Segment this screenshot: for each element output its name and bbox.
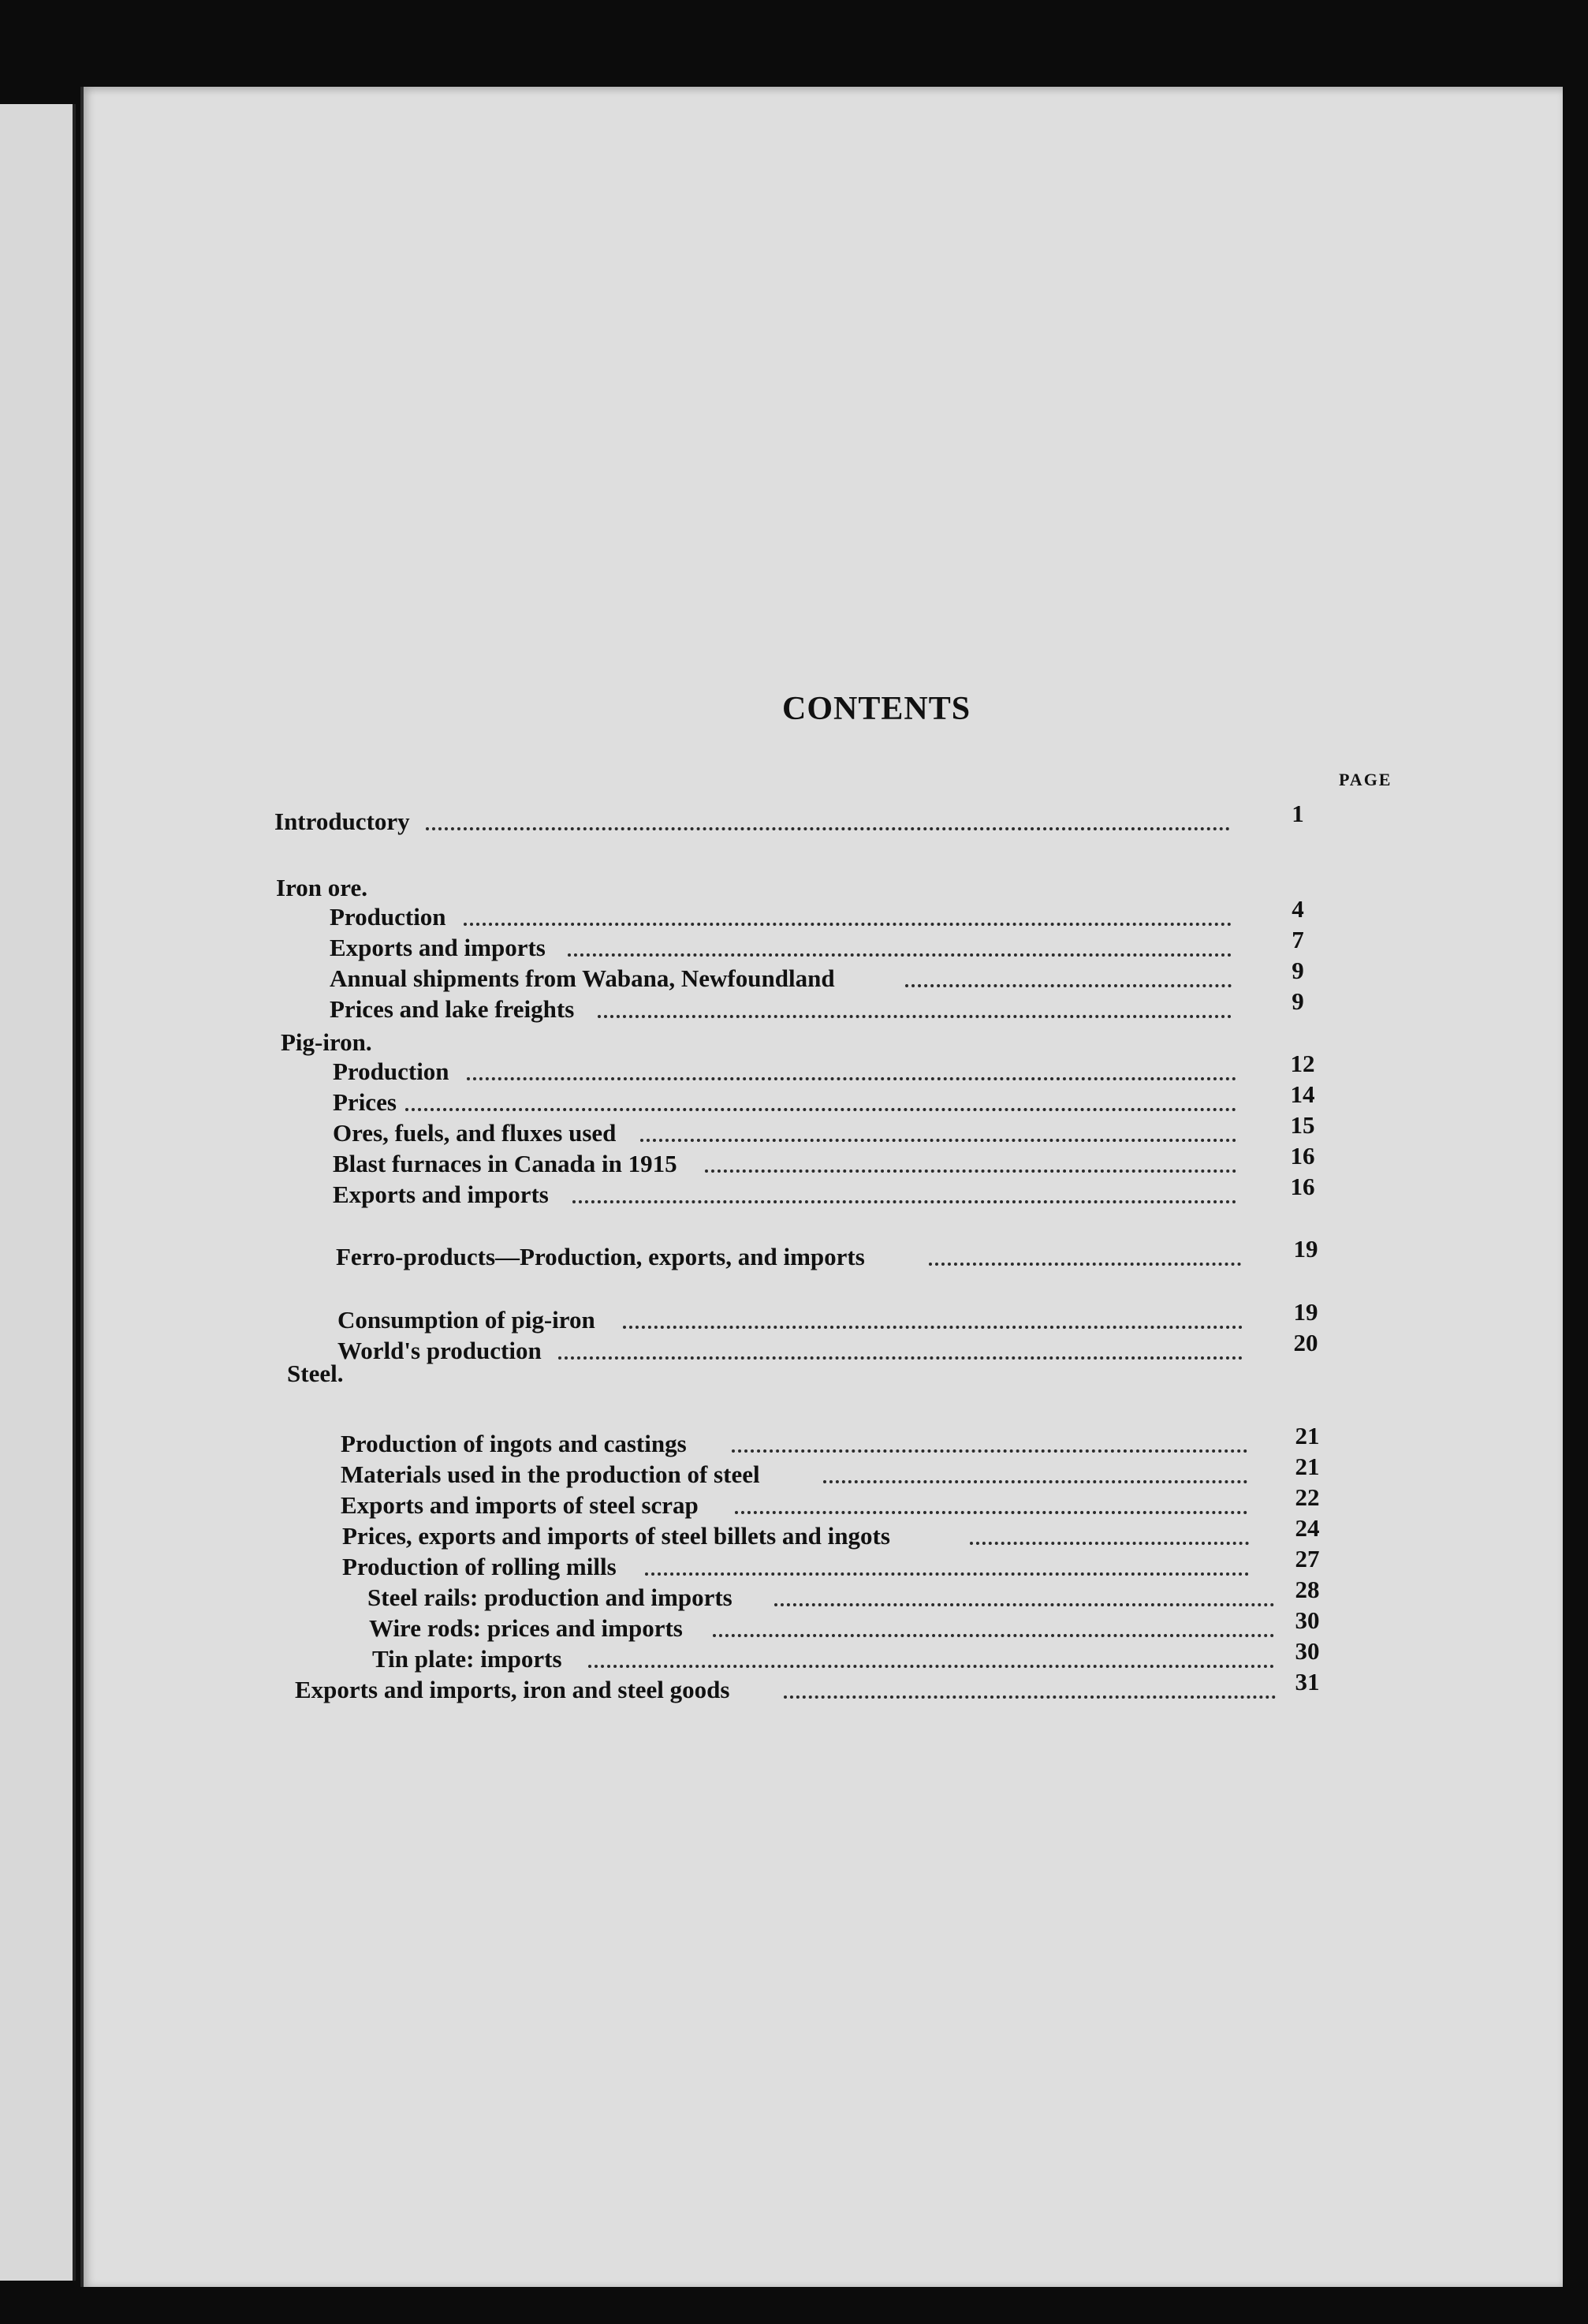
contents-page (80, 87, 1563, 2287)
toc-page-number: 1 (1292, 800, 1304, 827)
dot-leader (598, 1015, 1232, 1018)
dot-leader (464, 923, 1232, 926)
toc-page-number: 30 (1295, 1637, 1320, 1665)
dot-leader (774, 1603, 1274, 1606)
toc-entry-label: World's production (337, 1337, 542, 1364)
dot-leader (572, 1200, 1236, 1203)
toc-page-number: 30 (1295, 1606, 1320, 1634)
toc-page-number: 19 (1293, 1298, 1318, 1326)
dot-leader (732, 1449, 1247, 1453)
toc-entry-label: Exports and imports (330, 934, 546, 961)
dot-leader (735, 1511, 1247, 1514)
dot-leader (705, 1169, 1236, 1173)
dot-leader (426, 827, 1230, 830)
toc-entry-label: Tin plate: imports (372, 1645, 562, 1673)
section-heading-steel: Steel. (287, 1360, 344, 1387)
section-heading-pig-iron: Pig-iron. (281, 1028, 372, 1056)
dot-leader (905, 984, 1232, 987)
dot-leader (929, 1263, 1241, 1266)
toc-entry-label: Consumption of pig-iron (337, 1306, 595, 1334)
toc-entry-label: Annual shipments from Wabana, Newfoundland (330, 964, 835, 992)
toc-page-number: 9 (1292, 987, 1304, 1015)
toc-entry-label: Ores, fuels, and fluxes used (333, 1119, 617, 1147)
toc-entry-label: Exports and imports of steel scrap (341, 1491, 699, 1519)
toc-page-number: 14 (1290, 1080, 1315, 1108)
toc-entry-label: Prices (333, 1088, 397, 1116)
toc-page-number: 7 (1292, 926, 1304, 953)
toc-entry-label: Prices and lake freights (330, 995, 575, 1023)
toc-entry-label: Materials used in the production of steel (341, 1460, 760, 1488)
dot-leader (558, 1356, 1243, 1360)
toc-page-number: 4 (1292, 895, 1304, 923)
toc-entry-label: Introductory (274, 808, 410, 835)
toc-page-number: 28 (1295, 1576, 1320, 1603)
toc-entry-label: Production of rolling mills (342, 1553, 617, 1580)
toc-page-number: 27 (1295, 1545, 1320, 1572)
toc-page-number: 9 (1292, 957, 1304, 984)
dot-leader (405, 1108, 1236, 1111)
toc-entry-label: Exports and imports (333, 1181, 549, 1208)
toc-page-number: 12 (1290, 1050, 1315, 1077)
toc-page-number: 16 (1290, 1173, 1315, 1200)
toc-entry-label: Production (330, 903, 446, 931)
toc-page-number: 20 (1293, 1329, 1318, 1356)
toc-page-number: 31 (1295, 1668, 1320, 1695)
toc-page-number: 22 (1295, 1483, 1320, 1511)
dot-leader (784, 1695, 1276, 1699)
toc-page-number: 15 (1290, 1111, 1315, 1139)
toc-entry-label: Production of ingots and castings (341, 1430, 687, 1457)
toc-page-number: 21 (1295, 1422, 1320, 1449)
dot-leader (568, 953, 1232, 957)
section-heading-iron-ore: Iron ore. (276, 874, 367, 901)
facing-page-edge (0, 104, 76, 2281)
page-title: CONTENTS (782, 691, 971, 727)
dot-leader (588, 1665, 1274, 1668)
dot-leader (970, 1542, 1249, 1545)
dot-leader (645, 1572, 1249, 1576)
dot-leader (713, 1634, 1274, 1637)
toc-entry-label: Prices, exports and imports of steel billets and ingots (342, 1522, 890, 1550)
toc-entry-label: Production (333, 1058, 449, 1085)
dot-leader (467, 1077, 1236, 1080)
toc-entry-label: Exports and imports, iron and steel goods (295, 1676, 730, 1703)
toc-page-number: 21 (1295, 1453, 1320, 1480)
dot-leader (640, 1139, 1236, 1142)
toc-entry-label: Steel rails: production and imports (367, 1584, 732, 1611)
page-column-label: PAGE (1339, 770, 1392, 789)
toc-page-number: 24 (1295, 1514, 1320, 1542)
toc-entry-label: Wire rods: prices and imports (369, 1614, 683, 1642)
toc-page-number: 16 (1290, 1142, 1315, 1169)
dot-leader (623, 1326, 1243, 1329)
toc-entry-label: Ferro-products—Production, exports, and imports (336, 1243, 865, 1270)
toc-page-number: 19 (1293, 1235, 1318, 1263)
dot-leader (823, 1480, 1247, 1483)
toc-entry-label: Blast furnaces in Canada in 1915 (333, 1150, 677, 1177)
